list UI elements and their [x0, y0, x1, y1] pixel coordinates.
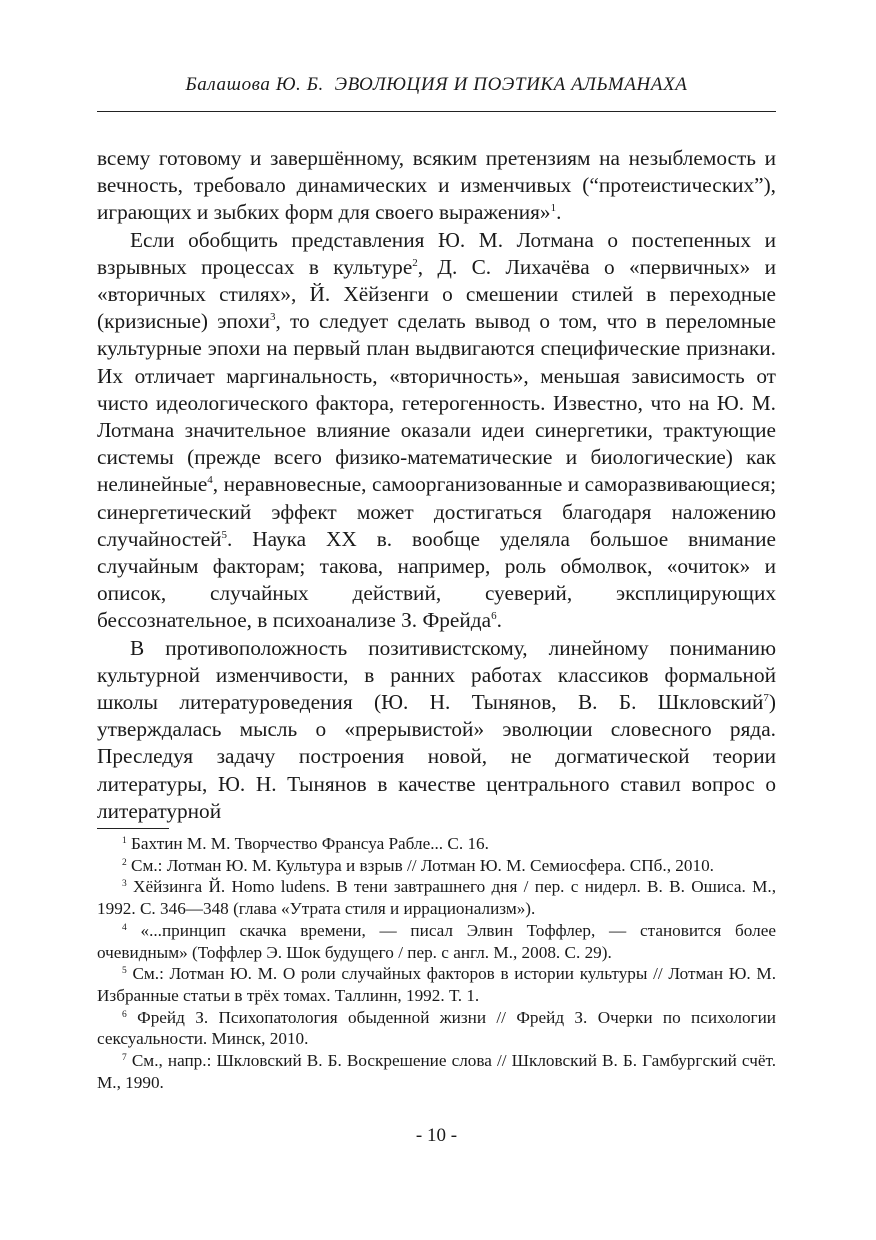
footnote-6	[97, 1007, 776, 1050]
footnote-number: 3	[122, 879, 127, 890]
header-author: Балашова Ю. Б.	[185, 74, 324, 95]
footnote-1	[97, 833, 776, 855]
footnotes	[97, 833, 776, 1093]
header-divider	[97, 111, 776, 112]
footnote-ref[interactable]: 3	[269, 311, 276, 324]
footnote-number: 1	[122, 836, 127, 846]
footnote-ref[interactable]: 4	[207, 474, 213, 487]
header-title: ЭВОЛЮЦИЯ И ПОЭТИКА АЛЬМАНАХА	[334, 74, 688, 95]
footnote-number: 7	[122, 1053, 127, 1064]
paragraph-2	[97, 227, 776, 635]
paragraph-text: В противоположность позитивистскому, линейному пониманию культурной изменчивости, в ранних работах классиков формальной школы литературоведения (Ю. Н. Тынянов, В. Б. Шкловский	[97, 635, 776, 715]
running-header	[97, 74, 776, 96]
footnote-ref[interactable]: 2	[412, 256, 418, 269]
main-text	[97, 145, 776, 825]
footnote-ref[interactable]: 1	[550, 202, 557, 215]
page-number: - 10 -	[415, 1125, 458, 1146]
footnote-7	[97, 1050, 776, 1093]
footnote-number: 2	[122, 857, 127, 868]
footnote-text: См.: Лотман Ю. М. О роли случайных факторов в истории культуры // Лотман Ю. М. Избранные статьи в трёх томах. Таллинн, 1992. Т. 1.	[97, 964, 776, 1005]
paragraph-text: , то следует сделать вывод о том, что в переломные культурные эпохи на первый план выдвигаются специфические признаки. Их отличает маргинальность, «вторичность», меньшая зависимость от чисто идеологического фактора, гетерогенность. Известно, что на Ю. М. Лотмана значительное влияние оказали идеи синергетики, трактующие системы (прежде всего физико-математические и биологические) как нелинейные	[97, 309, 776, 497]
paragraph-text: .	[556, 200, 562, 225]
footnote-2	[97, 855, 776, 877]
footnote-text: Хёйзинга Й. Homo ludens. В тени завтрашнего дня / пер. с нидерл. В. В. Ошиса. М., 1992. С. 346—348 (глава «Утрата стиля и иррационализм»).	[97, 877, 776, 919]
paragraph-text: , Д. С. Лихачёва о «первичных» и «вторичных стилях», Й. Хёйзенги о смешении стилей в переходные (кризисные) эпохи	[97, 254, 776, 334]
footnote-ref[interactable]: 7	[763, 692, 769, 705]
footnote-text: Фрейд З. Психопатология обыденной жизни // Фрейд З. Очерки по психологии сексуальности. Минск, 2010.	[97, 1007, 776, 1049]
footnote-number: 6	[122, 1009, 127, 1020]
footnote-text: Бахтин М. М. Творчество Франсуа Рабле... С. 16.	[126, 834, 489, 853]
paragraph-text: ) утверждалась мысль о «прерывистой» эволюции словесного ряда. Преследуя задачу построения новой, не догматической теории литературы, Ю. Н. Тынянов в качестве центрального ставил вопрос о литературной	[97, 690, 776, 823]
paragraph-3	[97, 635, 776, 825]
footnote-ref[interactable]: 6	[491, 610, 497, 623]
paragraph-text: . Наука XX в. вообще уделяла большое внимание случайным факторам; такова, например, роль обмолвок, «очиток» и описок, случайных действий, суеверий, эксплицирующих бессознательное, в психоанализе З. Фрейда	[97, 526, 776, 633]
footnote-text: См.: Лотман Ю. М. Культура и взрыв // Лотман Ю. М. Семиосфера. СПб., 2010.	[126, 855, 714, 875]
paragraph-text: Если обобщить представления Ю. М. Лотмана о постепенных и взрывных процессах в культуре	[97, 227, 776, 279]
footnote-text: «...принцип скачка времени, — писал Элвин Тоффлер, — становится более очевидным» (Тоффлер Э. Шок будущего / пер. с англ. М., 2008. С. 29).	[97, 920, 776, 962]
footnote-5	[97, 963, 776, 1006]
footnote-text: См., напр.: Шкловский В. Б. Воскрешение слова // Шкловский В. Б. Гамбургский счёт. М., 1990.	[97, 1051, 776, 1092]
footnote-3	[97, 876, 776, 919]
paragraph-text: .	[496, 608, 502, 633]
paragraph-text: , неравновесные, самоорганизованные и саморазвивающиеся; синергетический эффект может достигаться благодаря наложению случайностей	[97, 472, 776, 551]
footnote-divider	[97, 828, 169, 829]
footnote-number: 5	[122, 966, 127, 977]
footnote-4	[97, 920, 776, 963]
paragraph-1	[97, 145, 776, 227]
footnote-ref[interactable]: 5	[221, 528, 227, 541]
paragraph-text: всему готовому и завершённому, всяким претензиям на незыблемость и вечность, требовало динамических и изменчивых (“протеистических”), играющих и зыбких форм для своего выражения»	[97, 146, 776, 225]
footnote-number: 4	[122, 922, 127, 933]
